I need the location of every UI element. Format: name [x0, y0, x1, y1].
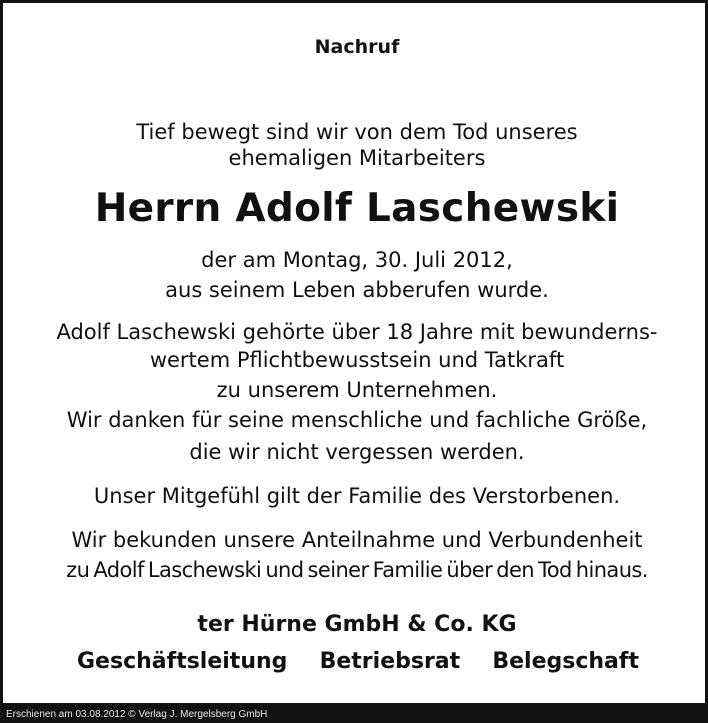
tribute-line-3: zu unserem Unternehmen. [216, 378, 498, 402]
condolence-line-1: Wir bekunden unsere Anteilnahme und Verbundenheit [71, 528, 643, 552]
death-line-2: aus seinem Leben abberufen wurde. [165, 278, 549, 302]
signatory-staff: Belegschaft [492, 649, 639, 674]
death-line-1: der am Montag, 30. Juli 2012, [201, 248, 513, 272]
company-name: ter Hürne GmbH & Co. KG [197, 612, 517, 637]
tribute-line-2: wertem Pflichtbewusstsein und Tatkraft [149, 348, 565, 372]
deceased-name: Herrn Adolf Laschewski [94, 186, 620, 231]
condolence-line-2: zu Adolf Laschewski und seiner Familie über den Tod hinaus. [66, 558, 648, 582]
tribute-line-1: Adolf Laschewski gehörte über 18 Jahre mit bewunderns- [56, 320, 658, 344]
tribute-line-5: die wir nicht vergessen werden. [189, 440, 525, 464]
intro-line-2: ehemaligen Mitarbeiters [228, 146, 486, 170]
signatory-management: Geschäftsleitung [77, 649, 288, 674]
tribute-line-4: Wir danken für seine menschliche und fachliche Größe, [66, 408, 648, 432]
footer-band [0, 706, 708, 723]
signatory-works-council: Betriebsrat [319, 649, 461, 674]
intro-line-1: Tief bewegt sind wir von dem Tod unseres [136, 120, 578, 144]
sympathy-line: Unser Mitgefühl gilt der Familie des Verstorbenen. [93, 484, 621, 508]
publication-footer: Erschienen am 03.08.2012 © Verlag J. Mergelsberg GmbH [6, 709, 268, 720]
signatories [77, 648, 639, 676]
notice-heading: Nachruf [314, 36, 400, 58]
